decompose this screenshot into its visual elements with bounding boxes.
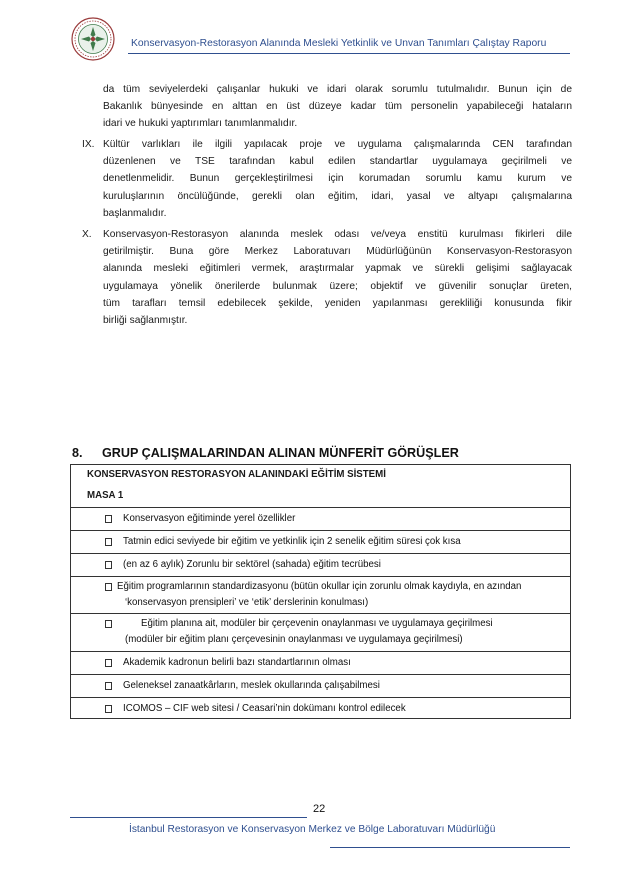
table-heading: KONSERVASYON RESTORASYON ALANINDAKİ EĞİTİM SİSTEMİ <box>87 469 386 480</box>
table-subheading: MASA 1 <box>87 490 124 501</box>
text-line: denetlenmelidir. Bunun gerçekleştirilmesi için korumadan sorumlu kamu kurum ve <box>103 173 572 185</box>
text-line: uygulamaya yönelik önerilerde bulunmak üzere; objektif ve güvenilir sonuçlar üreten, <box>103 280 572 292</box>
text-line: Kültür varlıkları ile ilgili yapılacak proje ve uygulama çalışmalarında CEN tarafından <box>103 139 572 150</box>
item-number: IX. <box>82 139 95 150</box>
text-line: başlanmalıdır. <box>103 207 167 219</box>
table-row <box>71 530 570 553</box>
institution-logo <box>71 17 115 61</box>
table-row <box>71 576 570 613</box>
header-rule <box>128 53 570 54</box>
table-row <box>71 697 570 719</box>
text-line: getirilmiştir. Buna göre Merkez Laboratuvarı Müdürlüğünün Konservasyon-Restorasyon <box>103 246 572 258</box>
footer-rule <box>330 847 570 848</box>
text-line: da tüm seviyelerdeki çalışanlar hukuki ve idari olarak sorumlu tutulmalıdır. Bunun için de <box>103 84 572 95</box>
table-row <box>71 651 570 674</box>
text-line: düzenlenen ve TSE tarafından kabul edilen standartlar uygulamaya geçirilmeli ve <box>103 156 572 168</box>
checkbox-bullet-icon <box>105 538 112 546</box>
header-title: Konservasyon-Restorasyon Alanında Mesleki Yetkinlik ve Unvan Tanımları Çalıştay Raporu <box>131 38 547 49</box>
section-title: GRUP ÇALIŞMALARINDAN ALINAN MÜNFERİT GÖRÜŞLER <box>102 446 459 460</box>
text-line: tüm tarafları temsil edebilecek şekilde, yeniden yapılanması gerekliliği konusunda fikir <box>103 297 572 309</box>
table-row <box>71 507 570 530</box>
row-text: (en az 6 aylık) Zorunlu bir sektörel (sahada) eğitim tecrübesi <box>123 559 381 570</box>
text-line: Bakanlık bünyesinde en alttan en üst düzeye kadar tüm personelin yapabileceği hataların <box>103 101 572 113</box>
row-text: (modüler bir eğitim planı çerçevesinin onaylanması ve uygulamaya geçirilmesi) <box>125 634 463 645</box>
checkbox-bullet-icon <box>105 659 112 667</box>
text-line: Konservasyon-Restorasyon alanında meslek odası ve/veya enstitü kurulması fikirleri dile <box>103 229 572 240</box>
continuation-paragraph <box>103 81 572 133</box>
footer-rule <box>70 817 307 818</box>
section-number: 8. <box>72 446 83 460</box>
text-line: idari ve hukuki yaptırımları tanımlanmalıdır. <box>103 118 298 130</box>
table-row <box>71 613 570 651</box>
row-text: ICOMOS – CIF web sitesi / Ceasari’nin dokümanı kontrol edilecek <box>123 703 406 714</box>
text-line: kuruluşlarının öncülüğünde, gerekli olan eğitim, idari, yasal ve altyapı çalışmalarına <box>103 190 572 202</box>
checkbox-bullet-icon <box>105 705 112 713</box>
row-text: Konservasyon eğitiminde yerel özellikler <box>123 513 296 524</box>
checkbox-bullet-icon <box>105 620 112 628</box>
row-text: ‘konservasyon prensipleri’ ve ‘etik’ derslerinin konulması) <box>125 597 369 608</box>
checkbox-bullet-icon <box>105 515 112 523</box>
row-text: Akademik kadronun belirli bazı standartlarının olması <box>123 657 351 668</box>
item-paragraph <box>103 136 572 222</box>
checkbox-bullet-icon <box>105 682 112 690</box>
footer-text: İstanbul Restorasyon ve Konservasyon Merkez ve Bölge Laboratuvarı Müdürlüğü <box>129 824 496 835</box>
item-number: X. <box>82 229 92 240</box>
checkbox-bullet-icon <box>105 583 112 591</box>
row-text: Tatmin edici seviyede bir eğitim ve yetkinlik için 2 senelik eğitim süresi çok kısa <box>123 536 461 547</box>
section-heading <box>72 446 459 460</box>
training-table <box>70 464 571 719</box>
page-number: 22 <box>313 803 326 815</box>
row-text: Eğitim programlarının standardizasyonu (bütün okullar için zorunlu olmak kaydıyla, en azından <box>117 581 522 592</box>
row-text: Eğitim planına ait, modüler bir çerçevenin onaylanması ve uygulamaya geçirilmesi <box>141 618 493 629</box>
text-line: alanında mesleki eğitimleri vermek, araştırmalar yapmak ve sürekli gelişimi sağlayacak <box>103 263 572 275</box>
text-line: birliği sağlanmıştır. <box>103 315 188 327</box>
checkbox-bullet-icon <box>105 561 112 569</box>
table-row <box>71 674 570 697</box>
row-text: Geleneksel zanaatkârların, meslek okullarında çalışabilmesi <box>123 680 380 691</box>
table-row <box>71 553 570 576</box>
item-paragraph <box>103 226 572 329</box>
